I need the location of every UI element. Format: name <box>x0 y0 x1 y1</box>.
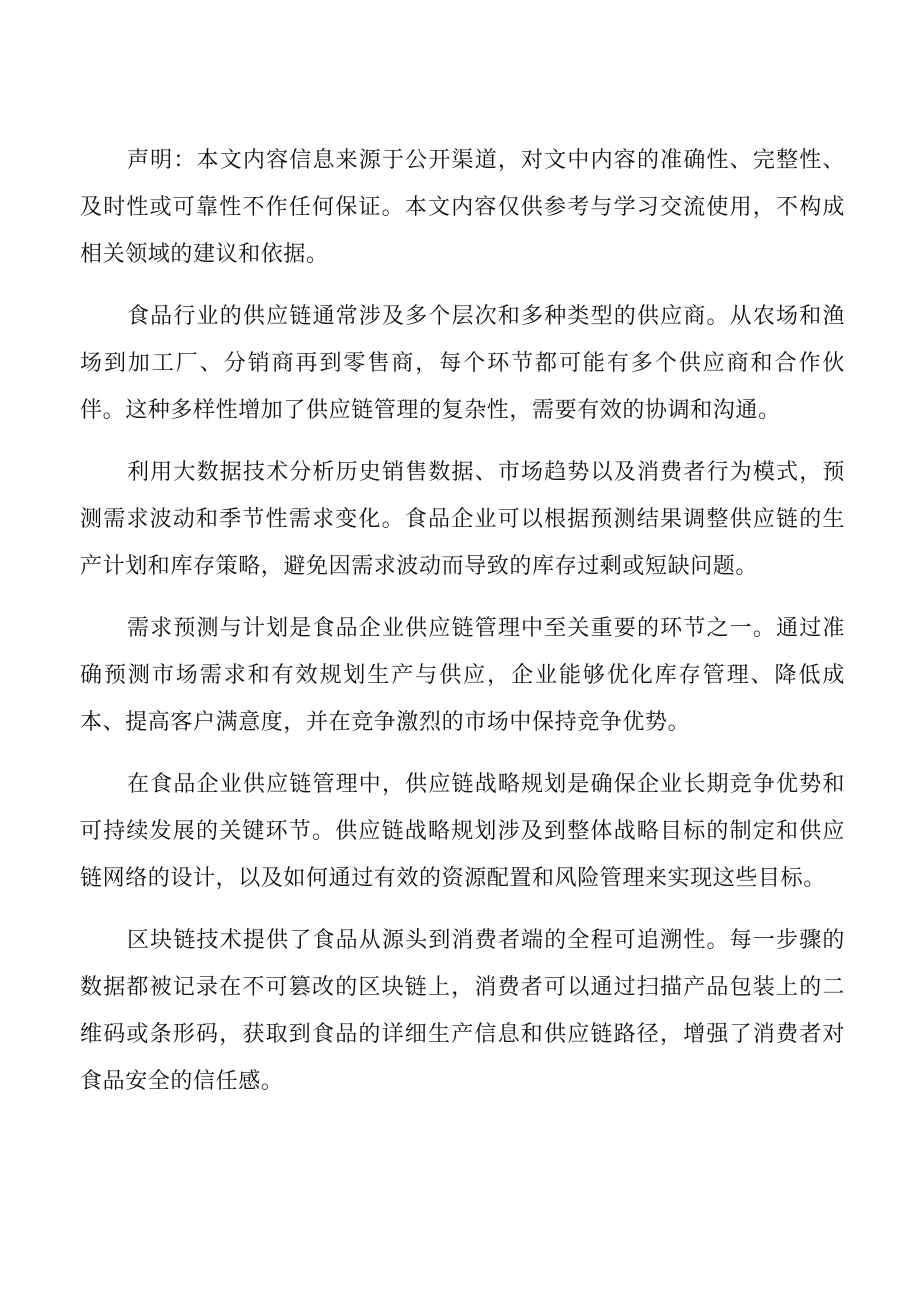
body-paragraph: 利用大数据技术分析历史销售数据、市场趋势以及消费者行为模式，预测需求波动和季节性需求变化。食品企业可以根据预测结果调整供应链的生产计划和库存策略，避免因需求波动而导致的库存过剩或短缺问题。 <box>80 460 845 579</box>
document-body <box>80 137 845 1120</box>
body-paragraph: 需求预测与计划是食品企业供应链管理中至关重要的环节之一。通过准确预测市场需求和有效规划生产与供应，企业能够优化库存管理、降低成本、提高客户满意度，并在竞争激烈的市场中保持竞争优势。 <box>80 616 845 735</box>
disclaimer-paragraph: 声明：本文内容信息来源于公开渠道，对文中内容的准确性、完整性、及时性或可靠性不作任何保证。本文内容仅供参考与学习交流使用，不构成相关领域的建议和依据。 <box>80 148 845 267</box>
body-paragraph: 在食品企业供应链管理中，供应链战略规划是确保企业长期竞争优势和可持续发展的关键环节。供应链战略规划涉及到整体战略目标的制定和供应链网络的设计，以及如何通过有效的资源配置和风险管理来实现这些目标。 <box>80 772 845 891</box>
body-paragraph: 食品行业的供应链通常涉及多个层次和多种类型的供应商。从农场和渔场到加工厂、分销商再到零售商，每个环节都可能有多个供应商和合作伙伴。这种多样性增加了供应链管理的复杂性，需要有效的协调和沟通。 <box>80 304 845 423</box>
body-paragraph: 区块链技术提供了食品从源头到消费者端的全程可追溯性。每一步骤的数据都被记录在不可篡改的区块链上，消费者可以通过扫描产品包装上的二维码或条形码，获取到食品的详细生产信息和供应链路径，增强了消费者对食品安全的信任感。 <box>80 928 845 1094</box>
